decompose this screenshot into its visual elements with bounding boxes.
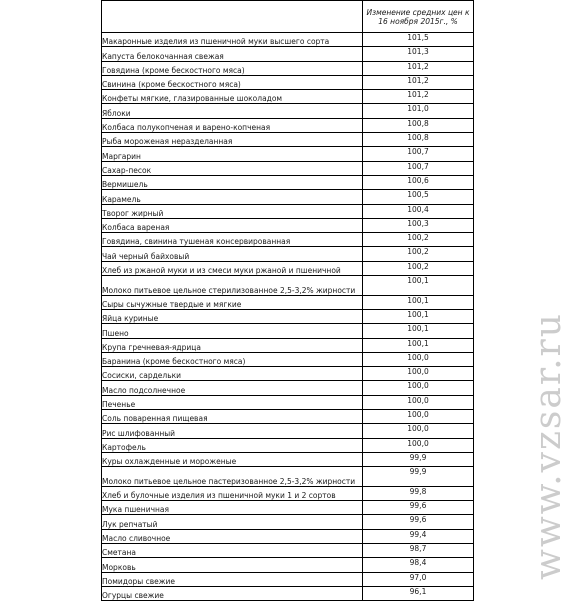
product-name-cell: Говядина (кроме бескостного мяса): [102, 61, 363, 75]
price-change-cell: 99,9: [363, 467, 474, 487]
product-name-cell: Соль поваренная пищевая: [102, 410, 363, 424]
header-value-cell: Изменение средних цен к 16 ноября 2015г., %: [363, 1, 474, 33]
product-name-cell: Чай черный байховый: [102, 247, 363, 261]
price-change-cell: 99,6: [363, 501, 474, 515]
table-row: [102, 501, 474, 515]
product-name-cell: Печенье: [102, 395, 363, 409]
product-name-cell: Морковь: [102, 558, 363, 572]
header-name-cell: [102, 1, 363, 33]
table-row: [102, 338, 474, 352]
product-name-cell: Говядина, свинина тушеная консервированная: [102, 233, 363, 247]
product-name-cell: Лук репчатый: [102, 515, 363, 529]
table-row: [102, 424, 474, 438]
table-row: [102, 395, 474, 409]
table-row: [102, 104, 474, 118]
product-name-cell: Капуста белокочанная свежая: [102, 47, 363, 61]
product-name-cell: Сосиски, сардельки: [102, 367, 363, 381]
table-row: [102, 75, 474, 89]
price-change-cell: 96,1: [363, 586, 474, 600]
price-change-cell: 100,5: [363, 190, 474, 204]
price-change-cell: 99,6: [363, 515, 474, 529]
product-name-cell: Сыры сычужные твердые и мягкие: [102, 295, 363, 309]
table-row: [102, 133, 474, 147]
table-header-row: [102, 1, 474, 33]
table-row: [102, 367, 474, 381]
table-row: [102, 381, 474, 395]
price-change-cell: 100,2: [363, 261, 474, 275]
product-name-cell: Масло подсолнечное: [102, 381, 363, 395]
price-change-cell: 100,0: [363, 438, 474, 452]
product-name-cell: Молоко питьевое цельное стерилизованное 2,5-3,2% жирности: [102, 276, 363, 296]
price-change-cell: 100,7: [363, 161, 474, 175]
product-name-cell: Яблоки: [102, 104, 363, 118]
product-name-cell: Яйца куриные: [102, 309, 363, 323]
table-row: [102, 175, 474, 189]
price-change-cell: 101,3: [363, 47, 474, 61]
product-name-cell: Рис шлифованный: [102, 424, 363, 438]
price-change-cell: 100,8: [363, 133, 474, 147]
price-change-cell: 99,4: [363, 529, 474, 543]
table-row: [102, 529, 474, 543]
table-row: [102, 295, 474, 309]
product-name-cell: Баранина (кроме бескостного мяса): [102, 352, 363, 366]
product-name-cell: Макаронные изделия из пшеничной муки высшего сорта: [102, 33, 363, 47]
price-change-cell: 98,4: [363, 558, 474, 572]
table-row: [102, 233, 474, 247]
product-name-cell: Мука пшеничная: [102, 501, 363, 515]
table-row: [102, 204, 474, 218]
product-name-cell: Крупа гречневая-ядрица: [102, 338, 363, 352]
table-row: [102, 90, 474, 104]
product-name-cell: Масло сливочное: [102, 529, 363, 543]
table-row: [102, 572, 474, 586]
table-row: [102, 147, 474, 161]
price-change-cell: 98,7: [363, 543, 474, 557]
price-change-cell: 101,0: [363, 104, 474, 118]
price-change-cell: 100,1: [363, 309, 474, 323]
table-row: [102, 558, 474, 572]
table-row: [102, 276, 474, 296]
price-change-cell: 101,2: [363, 61, 474, 75]
product-name-cell: Колбаса вареная: [102, 218, 363, 232]
price-change-cell: 100,4: [363, 204, 474, 218]
price-change-cell: 99,8: [363, 486, 474, 500]
table-row: [102, 218, 474, 232]
price-change-table: [101, 0, 474, 601]
product-name-cell: Огурцы свежие: [102, 586, 363, 600]
table-row: [102, 309, 474, 323]
price-change-cell: 101,2: [363, 90, 474, 104]
price-change-cell: 101,5: [363, 33, 474, 47]
price-change-cell: 100,1: [363, 338, 474, 352]
product-name-cell: Куры охлажденные и мороженые: [102, 452, 363, 466]
table-row: [102, 190, 474, 204]
product-name-cell: Маргарин: [102, 147, 363, 161]
product-name-cell: Сметана: [102, 543, 363, 557]
price-change-cell: 100,1: [363, 295, 474, 309]
table-row: [102, 410, 474, 424]
table-row: [102, 352, 474, 366]
table-body: [102, 33, 474, 601]
table-row: [102, 118, 474, 132]
price-change-cell: 99,9: [363, 452, 474, 466]
price-change-cell: 100,7: [363, 147, 474, 161]
price-change-cell: 100,2: [363, 233, 474, 247]
price-change-cell: 100,0: [363, 424, 474, 438]
price-change-cell: 100,1: [363, 276, 474, 296]
table-row: [102, 161, 474, 175]
table-row: [102, 438, 474, 452]
price-change-cell: 100,3: [363, 218, 474, 232]
table-row: [102, 586, 474, 600]
product-name-cell: Сахар-песок: [102, 161, 363, 175]
price-change-cell: 100,0: [363, 410, 474, 424]
price-change-cell: 101,2: [363, 75, 474, 89]
price-change-cell: 100,6: [363, 175, 474, 189]
table-row: [102, 452, 474, 466]
price-change-cell: 100,0: [363, 367, 474, 381]
watermark: www.vzsar.ru: [528, 312, 569, 580]
price-change-cell: 100,8: [363, 118, 474, 132]
price-change-cell: 100,1: [363, 324, 474, 338]
product-name-cell: Конфеты мягкие, глазированные шоколадом: [102, 90, 363, 104]
table-row: [102, 515, 474, 529]
table-row: [102, 467, 474, 487]
product-name-cell: Карамель: [102, 190, 363, 204]
table-row: [102, 261, 474, 275]
table-row: [102, 247, 474, 261]
product-name-cell: Рыба мороженая неразделанная: [102, 133, 363, 147]
price-change-cell: 100,2: [363, 247, 474, 261]
price-change-cell: 100,0: [363, 381, 474, 395]
product-name-cell: Свинина (кроме бескостного мяса): [102, 75, 363, 89]
product-name-cell: Помидоры свежие: [102, 572, 363, 586]
product-name-cell: Молоко питьевое цельное пастеризованное 2,5-3,2% жирности: [102, 467, 363, 487]
product-name-cell: Хлеб из ржаной муки и из смеси муки ржаной и пшеничной: [102, 261, 363, 275]
price-change-cell: 100,0: [363, 352, 474, 366]
product-name-cell: Вермишель: [102, 175, 363, 189]
product-name-cell: Колбаса полукопченая и варено-копченая: [102, 118, 363, 132]
table-row: [102, 47, 474, 61]
product-name-cell: Творог жирный: [102, 204, 363, 218]
table-row: [102, 543, 474, 557]
product-name-cell: Хлеб и булочные изделия из пшеничной муки 1 и 2 сортов: [102, 486, 363, 500]
table-row: [102, 61, 474, 75]
table-row: [102, 324, 474, 338]
product-name-cell: Пшено: [102, 324, 363, 338]
price-change-cell: 100,0: [363, 395, 474, 409]
product-name-cell: Картофель: [102, 438, 363, 452]
table-row: [102, 486, 474, 500]
table-row: [102, 33, 474, 47]
price-change-cell: 97,0: [363, 572, 474, 586]
